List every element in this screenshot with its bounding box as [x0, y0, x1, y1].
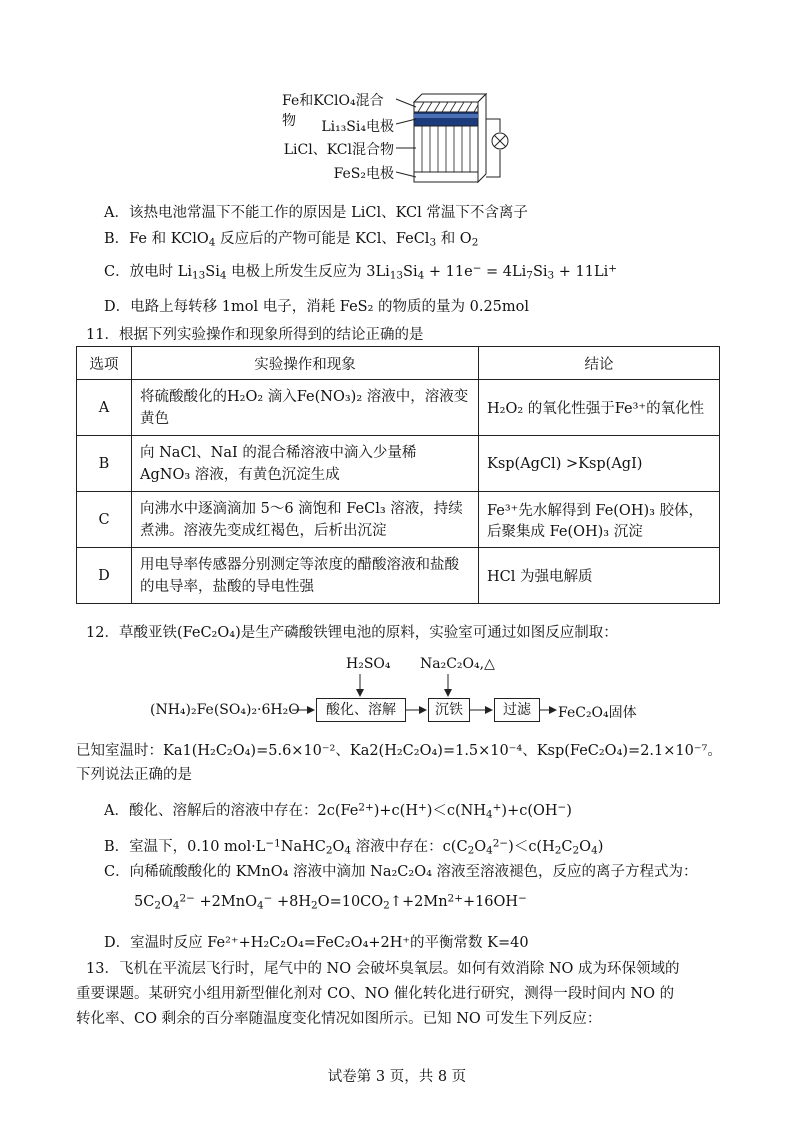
- experiment-table: [76, 346, 720, 604]
- q12-ionic-equation: $5C_2O_4^{2-} +2MnO_4^-$ $+8H_2O=10CO_2↑+2Mn^{2+}+16OH^-$: [134, 892, 527, 912]
- q10-option-b: B．Fe 和 KClO$_4$ 反应后的产物可能是 KCl、FeCl$_3$ 和 $O_2$: [104, 231, 479, 249]
- row-operation: 用电导率传感器分别测定等浓度的醋酸溶液和盐酸的电导率，盐酸的导电性强: [132, 548, 479, 604]
- q11-stem: 11．根据下列实验操作和现象所得到的结论正确的是: [86, 327, 424, 343]
- row-operation: 向沸水中逐滴滴加 5～6 滴饱和 FeCl₃ 溶液，持续煮沸。溶液先变成红褐色，后析出沉淀: [132, 492, 479, 548]
- option-text: 电路上每转移 1mol 电子，消耗 FeS₂ 的物质的量为 0.25mol: [130, 299, 530, 315]
- row-option: D: [77, 548, 132, 604]
- flow-reagent-1: H₂SO₄: [346, 656, 391, 672]
- header-operation: 实验操作和现象: [132, 347, 479, 380]
- row-operation: 向 NaCl、NaI 的混合稀溶液中滴入少量稀 AgNO₃ 溶液，有黄色沉淀生成: [132, 436, 479, 492]
- header-conclusion: 结论: [479, 347, 720, 380]
- option-text: 该热电池常温下不能工作的原因是 LiCl、KCl 常温下不含离子: [128, 205, 528, 221]
- option-letter: D．: [104, 299, 131, 315]
- row-operation: 将硫酸酸化的H₂O₂ 滴入Fe(NO₃)₂ 溶液中，溶液变黄色: [132, 380, 479, 436]
- flow-reagent-2: Na₂C₂O₄,△: [420, 656, 495, 672]
- q12-option-d: [104, 931, 529, 952]
- row-conclusion: Fe³⁺先水解得到 Fe(OH)₃ 胶体，后聚集成 Fe(OH)₃ 沉淀: [479, 492, 720, 548]
- flow-box-precipitate: 沉铁: [428, 698, 470, 722]
- q12-ask: 下列说法正确的是: [76, 767, 192, 783]
- flow-box-acidify: 酸化、溶解: [316, 698, 406, 722]
- row-conclusion: H₂O₂ 的氧化性强于Fe³⁺的氧化性: [479, 380, 720, 436]
- q10-option-a: [104, 201, 528, 222]
- table-row: [77, 436, 720, 492]
- option-letter: C．: [104, 864, 130, 880]
- q12-known-constants: 已知室温时：Ka1(H₂C₂O₄)=5.6×10⁻²、Ka2(H₂C₂O₄)=1.5×10⁻⁴、Ksp(FeC₂O₄)=2.1×10⁻⁷。: [76, 743, 722, 759]
- option-letter: A．: [104, 205, 129, 221]
- row-conclusion: Ksp(AgCl) >Ksp(AgI): [479, 436, 720, 492]
- row-option: A: [77, 380, 132, 436]
- option-letter: A．: [104, 803, 129, 819]
- battery-diagram: [282, 88, 522, 188]
- q10-option-d: [104, 295, 529, 316]
- table-row: [77, 492, 720, 548]
- q12-stem: 12．草酸亚铁(FeC₂O₄)是生产磷酸铁锂电池的原料，实验室可通过如图反应制取：: [86, 625, 618, 641]
- flow-start: (NH₄)₂Fe(SO₄)₂·6H₂O: [150, 702, 300, 718]
- q13-line-2: 重要课题。某研究小组用新型催化剂对 CO、NO 催化转化进行研究，测得一段时间内 NO 的: [76, 986, 675, 1002]
- label-licl-kcl: LiCl、KCl混合物: [283, 142, 394, 158]
- q12-option-a: A．酸化、溶解后的溶液中存在：$2c(Fe^{2+})+c(H^+)<c(NH_4^+)+c(OH^-)$: [104, 801, 572, 821]
- table-row: [77, 380, 720, 436]
- flow-diagram: [150, 652, 670, 732]
- flow-product: FeC₂O₄固体: [558, 705, 637, 721]
- label-fe-kclo4: Fe和KClO₄混合物: [282, 93, 384, 129]
- option-letter: D．: [104, 935, 131, 951]
- row-conclusion: HCl 为强电解质: [479, 548, 720, 604]
- row-option: B: [77, 436, 132, 492]
- q12-option-b: B．室温下，0.10 $mol\cdot L^{-1}NaHC_2O_4$ 溶液中存在：$c(C_2O_4^{2-})<c(H_2C_2O_4)$: [104, 837, 604, 857]
- option-text: 向稀硫酸酸化的 KMnO₄ 溶液中滴加 Na₂C₂O₄ 溶液至溶液褪色，反应的离子方程式为：: [129, 864, 698, 880]
- table-header-row: [77, 347, 720, 380]
- flow-box-filter: 过滤: [494, 698, 540, 722]
- flow-arrows: [150, 652, 670, 732]
- q13-line-3: 转化率、CO 剩余的百分率随温度变化情况如图所示。已知 NO 可发生下列反应：: [76, 1011, 602, 1027]
- page-footer: 试卷第 3 页，共 8 页: [327, 1069, 467, 1085]
- option-text: 室温时反应 Fe²⁺+H₂C₂O₄=FeC₂O₄+2H⁺的平衡常数 K=40: [130, 935, 529, 951]
- q12-option-c: [104, 860, 698, 881]
- header-option: 选项: [77, 347, 132, 380]
- label-li13si4-electrode: Li₁₃Si₄电极: [321, 119, 394, 135]
- option-letter: B．: [104, 839, 130, 855]
- q13-line-1: 13．飞机在平流层飞行时，尾气中的 NO 会破坏臭氧层。如何有效消除 NO 成为环保领域的: [86, 961, 680, 977]
- option-letter: C．: [104, 264, 130, 280]
- option-letter: B．: [104, 231, 130, 247]
- row-option: C: [77, 492, 132, 548]
- label-fes2-electrode: FeS₂电极: [333, 166, 394, 182]
- table-row: [77, 548, 720, 604]
- q10-option-c: C．放电时 $Li_{13}Si_4$ 电极上所发生反应为 $3Li_{13}Si_4 + 11e^- = 4Li_7Si_3 + 11Li^+$: [104, 262, 618, 282]
- battery-cell-drawing: [282, 88, 522, 188]
